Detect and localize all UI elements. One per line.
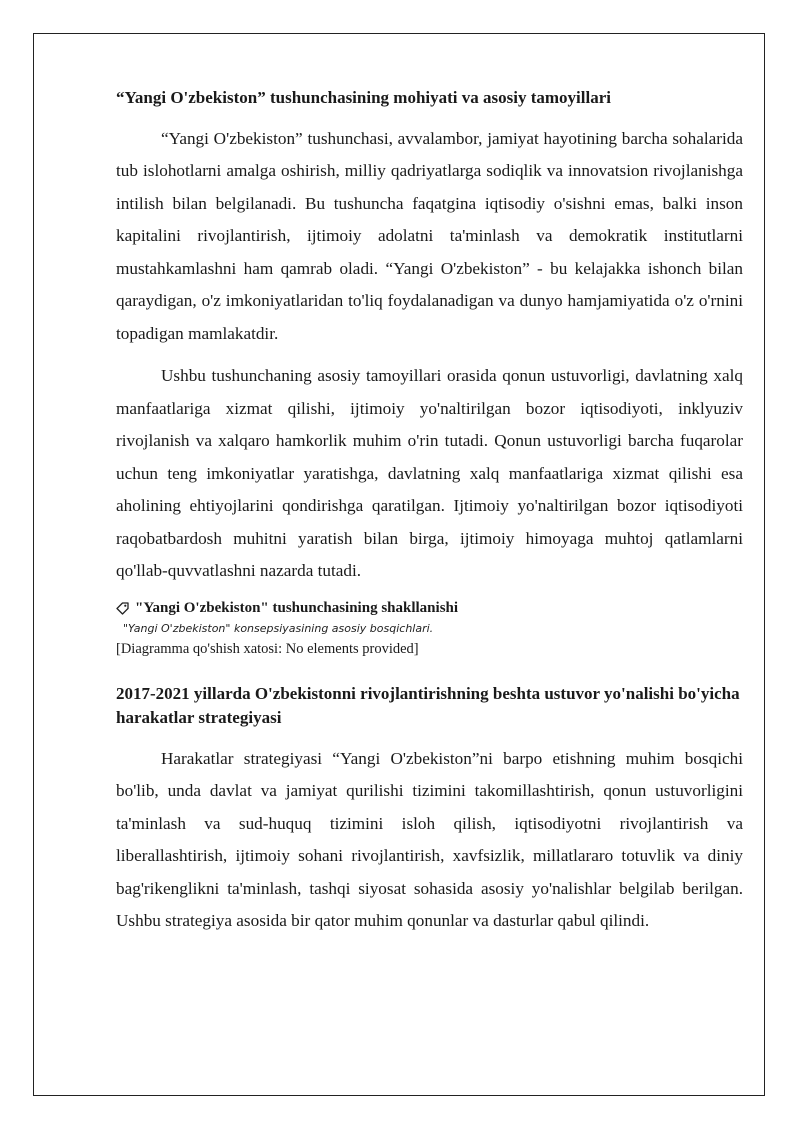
tag-icon [116,602,129,615]
section-heading-action-strategy: 2017-2021 yillarda O'zbekistonni rivojlantirishning beshta ustuvor yo'nalishi bo'yicha harakatlar strategiyasi [116,683,740,728]
section-heading-yangi-ozbekiston: “Yangi O'zbekiston” tushunchasining mohiyati va asosiy tamoyillari [116,88,611,107]
diagram-error-message: [Diagramma qo'shish xatosi: No elements provided] [116,640,419,657]
body-paragraph: Harakatlar strategiyasi “Yangi O'zbekiston”ni barpo etishning muhim bosqichi bo'lib, unda davlat va jamiyat qurilishi tizimini takomillashtirish, qonun ustuvorligini ta'minlash va sud-huquq tizimini isloh qilish, iqtisodiyotni rivojlantirish va liberallashtirish, ijtimoiy sohani rivojlantirish, xavfsizlik, millatlararo totuvlik va diniy bag'rikenglikni ta'minlash, tashqi siyosat sohasida asosiy yo'nalishlar belgilab berilgan. Ushbu strategiya asosida bir qator muhim qonunlar va dasturlar qabul qilindi. [116,748,743,931]
body-paragraph: “Yangi O'zbekiston” tushunchasi, avvalambor, jamiyat hayotining barcha sohalarida tub islohotlarni amalga oshirish, milliy qadriyatlarga sodiqlik va innovatsion rivojlanishga intilish bilan belgilanadi. Bu tushuncha faqatgina iqtisodiy o'sishni emas, balki inson kapitalini rivojlantirish, ijtimoiy adolatni ta'minlash va demokratik institutlarni mustahkamlashni ham qamrab oladi. “Yangi O'zbekiston” - bu kelajakka ishonch bilan qaraydigan, o'z imkoniyatlaridan to'liq foydalanadigan va dunyo hamjamiyatida o'z o'rnini topadigan mamlakatdir. [116,128,743,343]
figure-title-row [116,600,743,617]
figure-placeholder [116,600,743,658]
figure-title: "Yangi O'zbekiston" tushunchasining shakllanishi [135,599,459,616]
document-body [116,86,743,938]
figure-caption: "Yangi O'zbekiston" konsepsiyasining asosiy bosqichlari. [123,621,434,635]
body-paragraph: Ushbu tushunchaning asosiy tamoyillari orasida qonun ustuvorligi, davlatning xalq manfaatlariga xizmat qilishi, ijtimoiy yo'naltirilgan bozor iqtisodiyoti, inklyuziv rivojlanish va xalqaro hamkorlik muhim o'rin tutadi. Qonun ustuvorligi barcha fuqarolar uchun teng imkoniyatlar yaratishga, davlatning xalq manfaatlariga xizmat qilishi esa aholining ehtiyojlarini qondirishga qaratilgan. Ijtimoiy yo'naltirilgan bozor iqtisodiyoti raqobatbardosh muhitni yaratish bilan birga, ijtimoiy himoyaga muhtoj qatlamlarni qo'llab-quvvatlashni nazarda tutadi. [116,366,743,581]
